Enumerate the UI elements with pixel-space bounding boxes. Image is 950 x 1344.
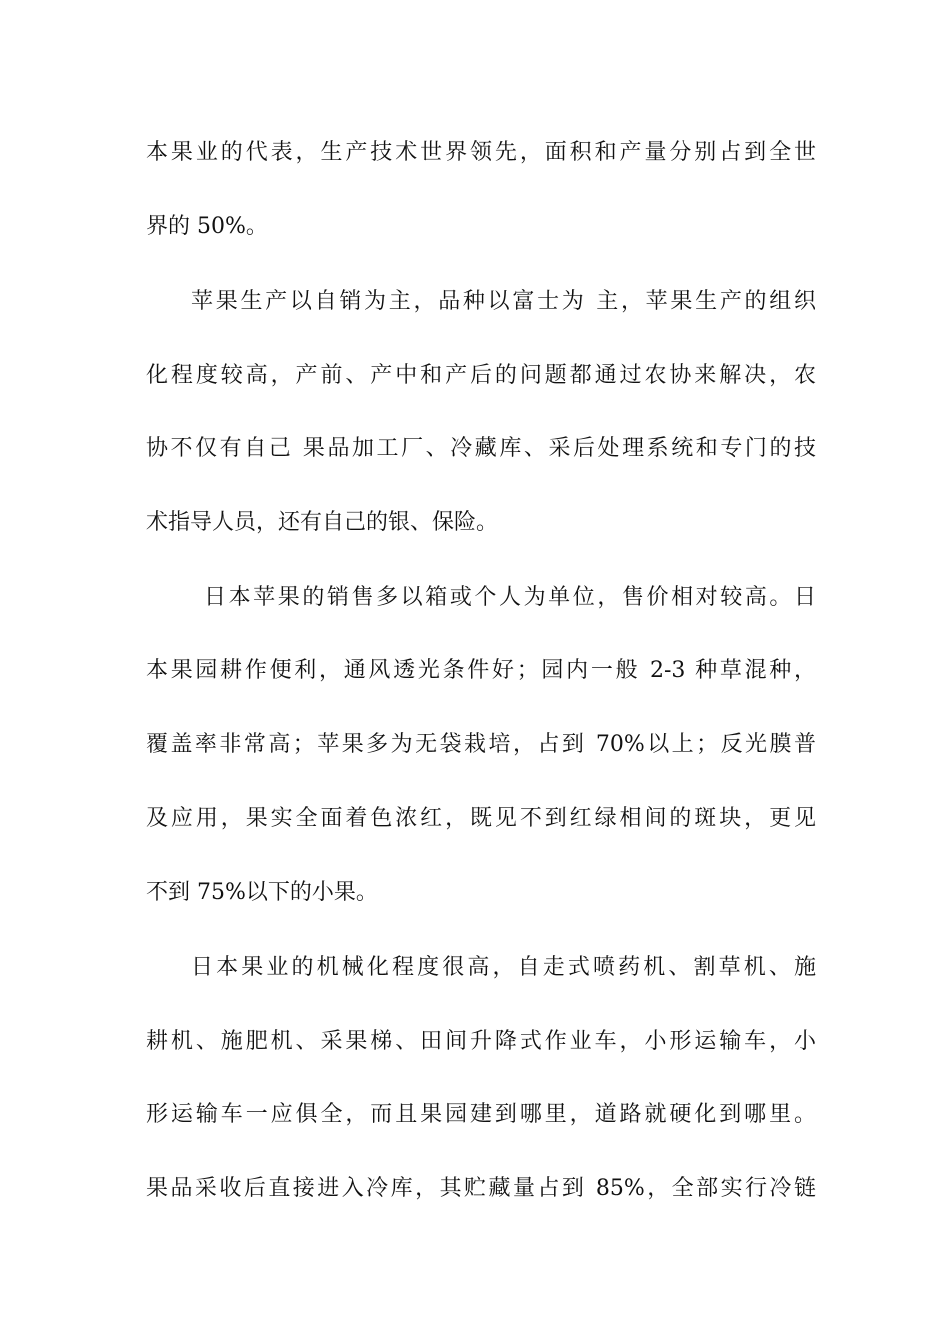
- paragraph-line: 及应用，果实全面着色浓红，既见不到红绿相间的斑块，更见: [146, 806, 816, 831]
- paragraph-first-line: 日本果业的机械化程度很高，自走式喷药机、割草机、施: [191, 955, 816, 980]
- paragraph-first-line: 苹果生产以自销为主，品种以富士为 主，苹果生产的组织: [191, 289, 816, 314]
- paragraph-line: 协不仅有自己 果品加工厂、冷藏库、采后处理系统和专门的技: [146, 436, 816, 461]
- paragraph-line: 不到 75%以下的小果。: [146, 880, 378, 905]
- paragraph-line: 本果园耕作便利，通风透光条件好；园内一般 2-3 种草混种，: [146, 658, 816, 683]
- paragraph-line: 术指导人员，还有自己的银、保险。: [146, 510, 499, 535]
- paragraph-line: 覆盖率非常高；苹果多为无袋栽培，占到 70%以上；反光膜普: [146, 732, 816, 757]
- paragraph-line: 本果业的代表，生产技术世界领先，面积和产量分别占到全世: [146, 140, 816, 165]
- paragraph-line: 界的 50%。: [146, 214, 268, 239]
- paragraph-line: 耕机、施肥机、采果梯、田间升降式作业车，小形运输车，小: [146, 1029, 816, 1054]
- paragraph-line: 形运输车一应俱全，而且果园建到哪里，道路就硬化到哪里。: [146, 1102, 816, 1127]
- paragraph-line: 果品采收后直接进入冷库，其贮藏量占到 85%，全部实行冷链: [146, 1176, 816, 1201]
- paragraph-line: 化程度较高，产前、产中和产后的问题都通过农协来解决，农: [146, 363, 816, 388]
- paragraph-first-line: 日本苹果的销售多以箱或个人为单位，售价相对较高。日: [204, 585, 816, 610]
